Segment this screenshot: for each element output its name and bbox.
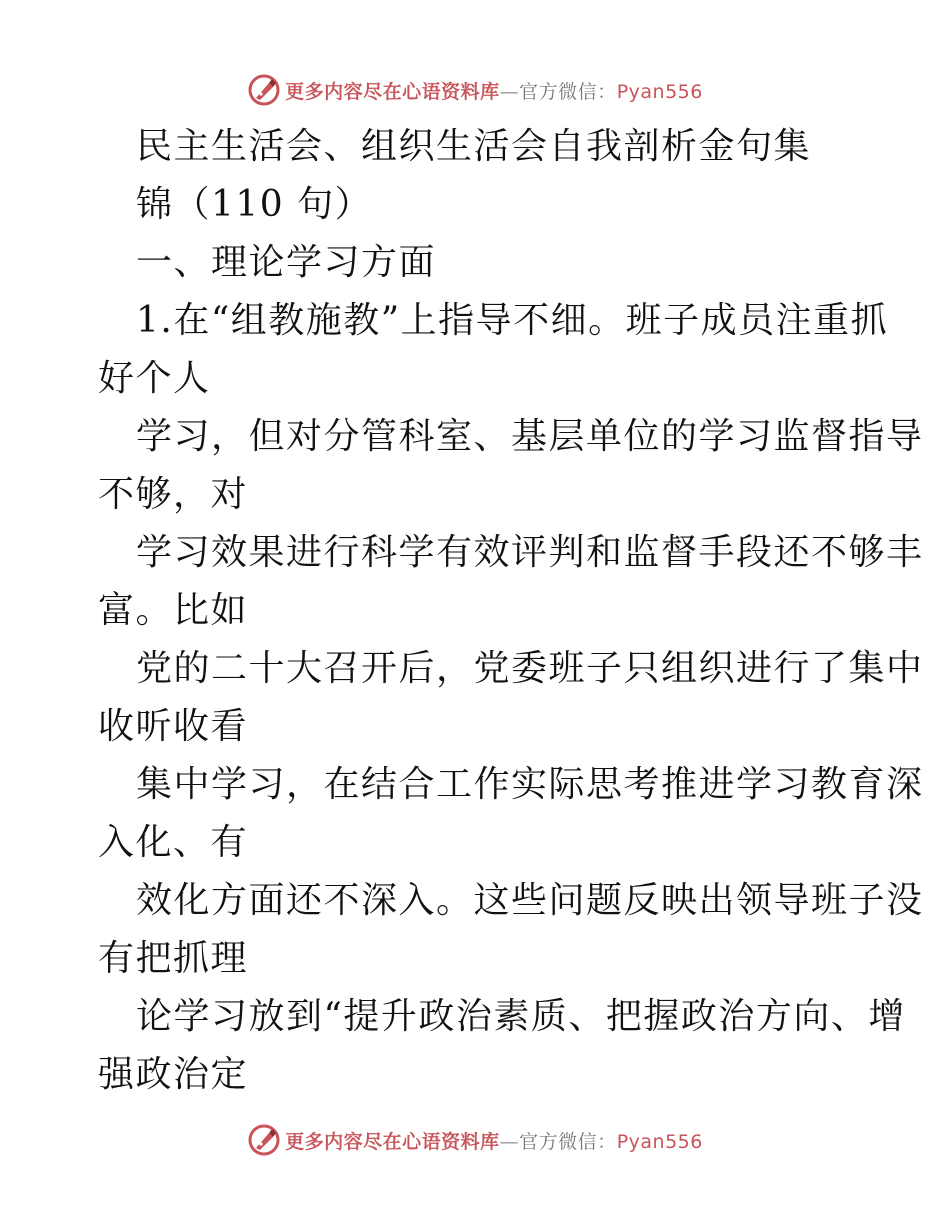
watermark-main-text: 更多内容尽在心语资料库 — [285, 80, 500, 103]
paragraph-line: 集中学习，在结合工作实际思考推进学习教育深 — [136, 764, 924, 805]
paragraph-line: 效化方面还不深入。这些问题反映出领导班子没 — [136, 880, 924, 921]
watermark-separator: — — [499, 1130, 520, 1153]
pen-nib-logo-icon — [247, 73, 281, 107]
paragraph-line: 党的二十大召开后，党委班子只组织进行了集中 — [136, 648, 924, 689]
paragraph-line: 学习效果进行科学有效评判和监督手段还不够丰 — [136, 532, 924, 573]
paragraph-line: 入化、有 — [98, 822, 249, 863]
paragraph-line: 收听收看 — [98, 706, 249, 747]
paragraph-line: 富。比如 — [98, 590, 249, 631]
watermark-wechat-label: 官方微信： — [519, 80, 617, 103]
paragraph-line: 1.在“组教施教”上指导不细。班子成员注重抓 — [136, 300, 889, 341]
header-watermark — [0, 70, 950, 110]
watermark-wechat-id: Pyan556 — [616, 1130, 703, 1153]
watermark-separator: — — [499, 80, 520, 103]
paragraph-line: 不够，对 — [98, 474, 249, 515]
paragraph-line: 好个人 — [98, 358, 211, 399]
paragraph-line: 学习，但对分管科室、基层单位的学习监督指导 — [136, 416, 924, 457]
paragraph-line: 论学习放到“提升政治素质、把握政治方向、增 — [136, 996, 906, 1037]
document-title-line-2: 锦（110 句） — [136, 184, 373, 225]
section-heading: 一、理论学习方面 — [136, 242, 437, 283]
document-body — [98, 118, 924, 1104]
document-title-line-1: 民主生活会、组织生活会自我剖析金句集 — [136, 126, 812, 167]
pen-nib-logo-icon — [247, 1123, 281, 1157]
paragraph-line: 强政治定 — [98, 1054, 249, 1095]
watermark-main-text: 更多内容尽在心语资料库 — [285, 1130, 500, 1153]
footer-watermark — [0, 1120, 950, 1160]
paragraph-line: 有把抓理 — [98, 938, 249, 979]
watermark-wechat-label: 官方微信： — [519, 1130, 617, 1153]
watermark-wechat-id: Pyan556 — [616, 80, 703, 103]
